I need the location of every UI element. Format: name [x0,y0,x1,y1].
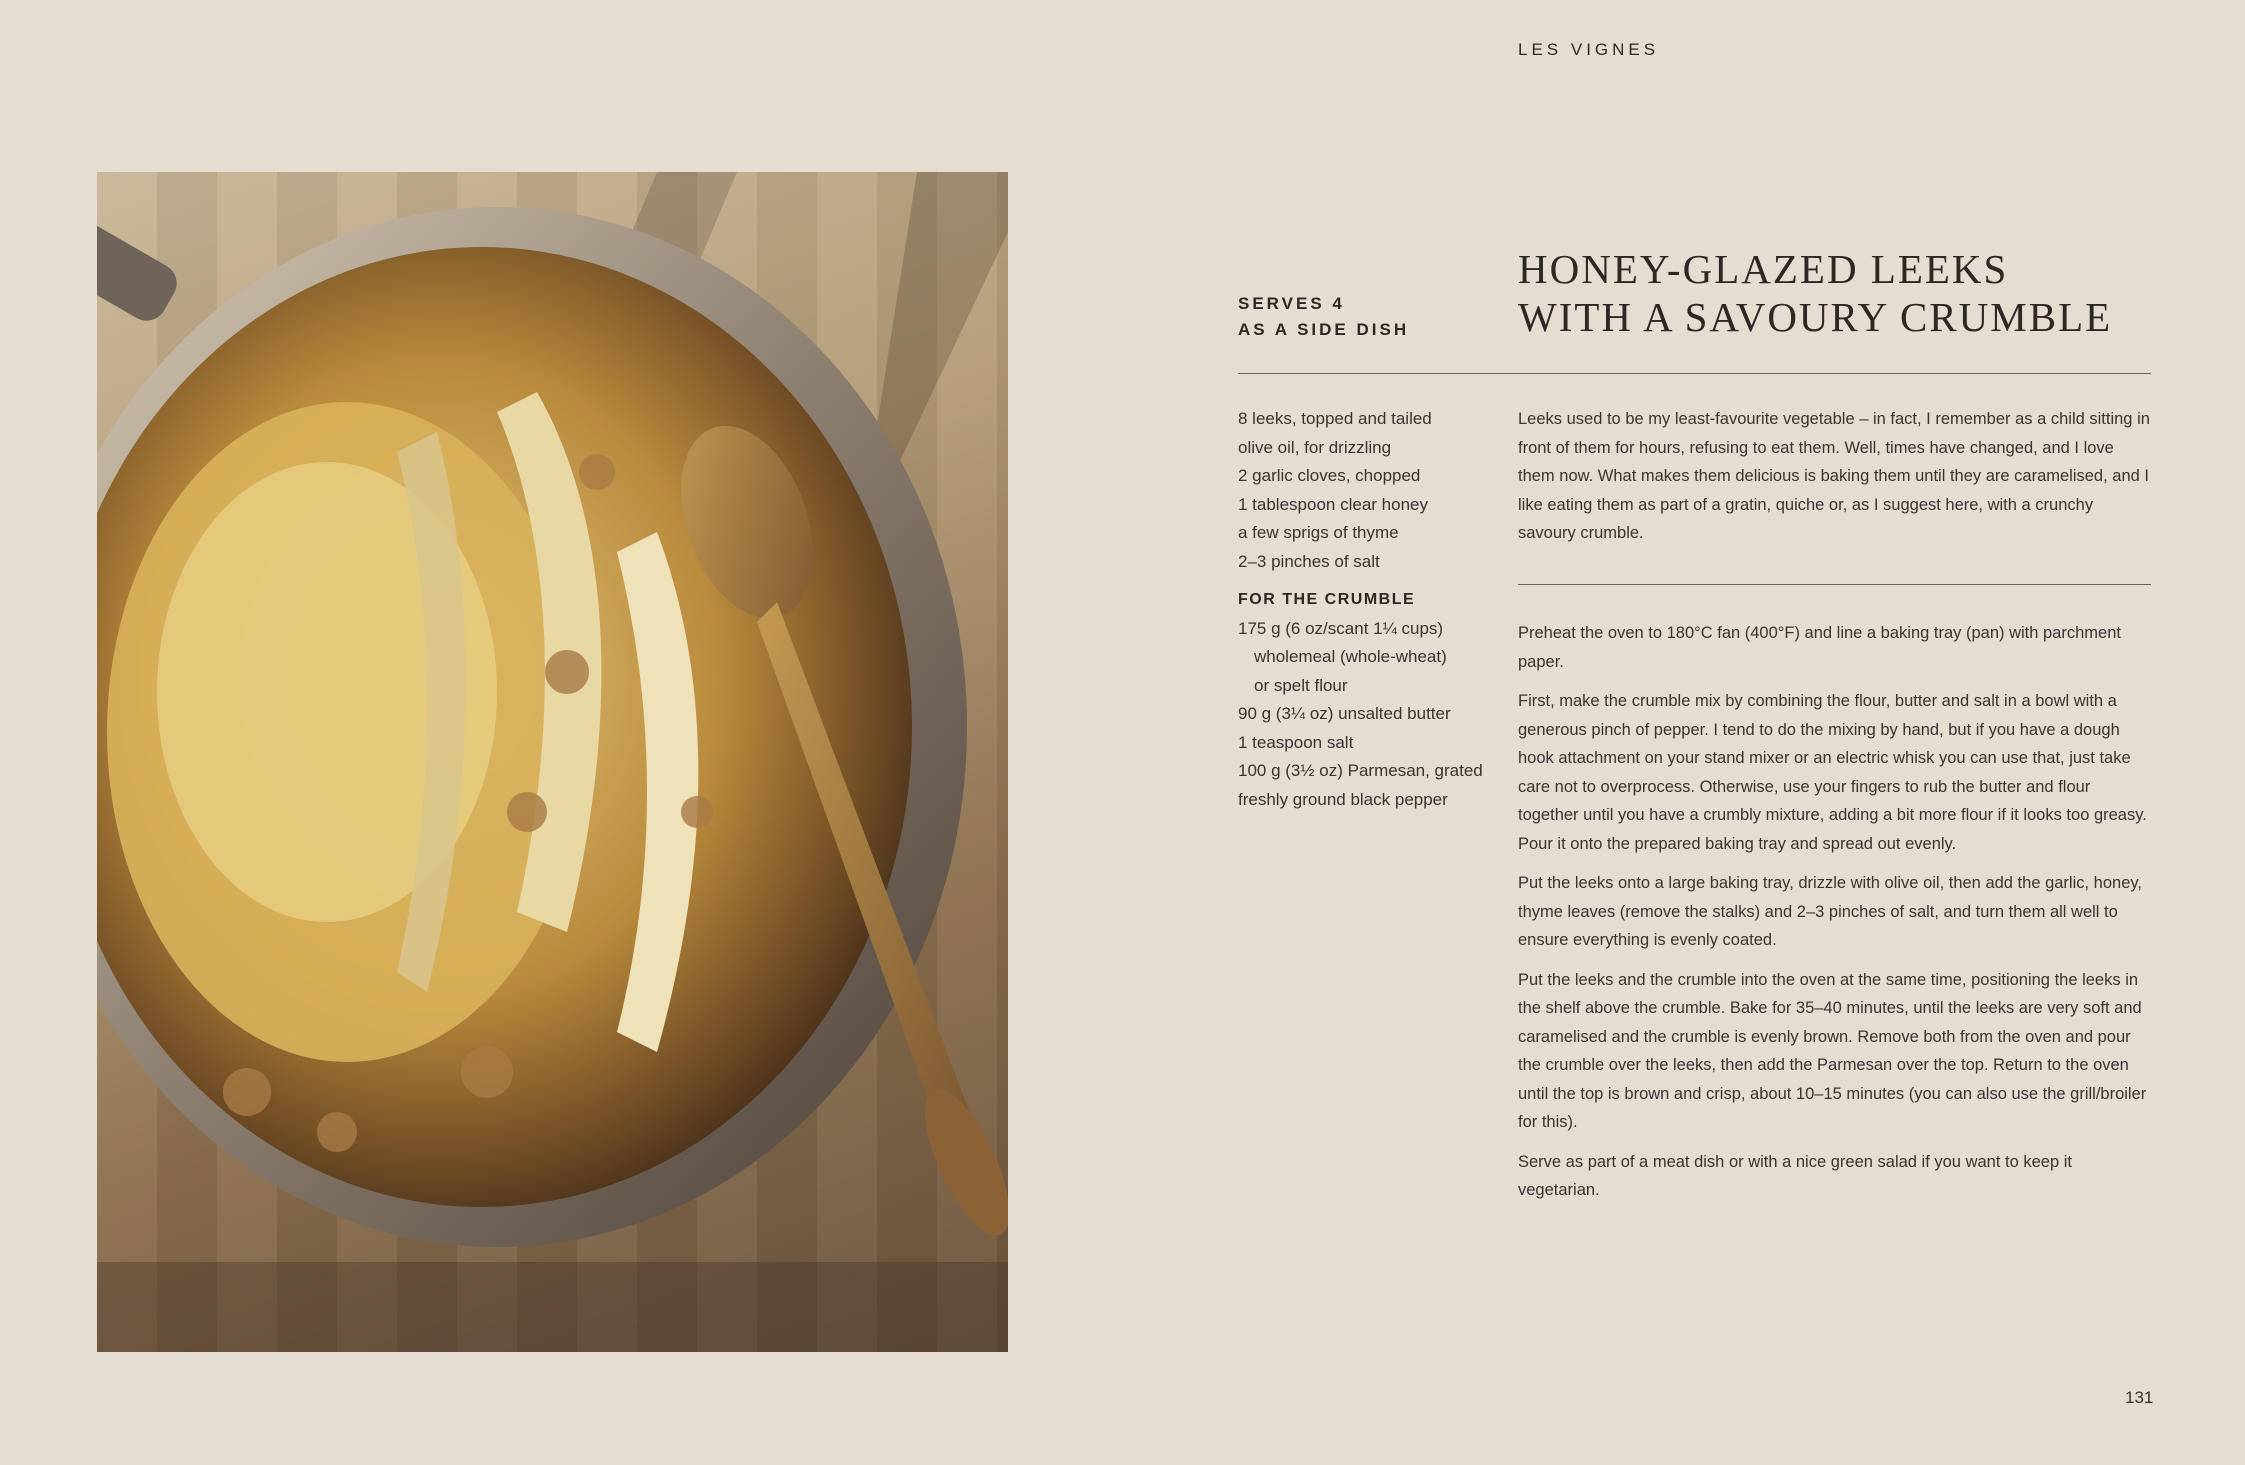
ingredient-item: 175 g (6 oz/scant 1¼ cups) [1238,618,1444,638]
title-divider [1238,373,2151,374]
recipe-method [1518,619,2151,1216]
ingredient-item: 1 tablespoon clear honey [1238,494,1428,514]
ingredient-item: olive oil, for drizzling [1238,437,1392,457]
ingredient-item: 90 g (3¼ oz) unsalted butter [1238,704,1451,723]
ingredient-item: wholemeal (whole-wheat) [1254,647,1447,666]
dish-photo [97,172,1008,1352]
ingredient-item: a few sprigs of thyme [1238,523,1399,542]
recipe-title-line-1: HONEY-GLAZED LEEKS [1518,246,2009,292]
recipe-title [1518,245,2112,341]
recipe-title-line-2: WITH A SAVOURY CRUMBLE [1518,294,2113,340]
method-step: Put the leeks and the crumble into the oven at the same time, positioning the leeks in the shelf above the crumble. Bake for 35–40 minutes, until the leeks are very soft and caramelised and the crumble is evenly brown. Remove both from the oven and pour the crumble over the leeks, then add the Parmesan over the top. Return to the oven until the top is brown and crisp, about 10–15 minutes (you can also use the grill/broiler for this). [1518,970,2147,1131]
ingredient-item: or spelt flour [1254,675,1348,695]
ingredient-item: 8 leeks, topped and tailed [1238,409,1432,428]
serves-info [1238,291,1409,343]
method-step: Put the leeks onto a large baking tray, drizzle with olive oil, then add the garlic, honey, thyme leaves (remove the stalks) and 2–3 pinches of salt, and turn them all well to ensure everything is evenly coated. [1518,874,2142,949]
ingredient-item: 100 g (3½ oz) Parmesan, grated [1238,761,1483,780]
method-step: Preheat the oven to 180°C fan (400°F) and line a baking tray (pan) with parchment paper. [1518,624,2121,671]
ingredient-item: 1 teaspoon salt [1238,732,1354,752]
intro-divider [1518,584,2151,585]
ingredient-item: freshly ground black pepper [1238,789,1448,809]
recipe-intro [1518,405,2151,559]
serves-count: SERVES 4 [1238,294,1345,313]
ingredient-item: 2–3 pinches of salt [1238,551,1380,571]
crumble-heading: FOR THE CRUMBLE [1238,591,1416,608]
method-step: First, make the crumble mix by combining the flour, butter and salt in a bowl with a generous pinch of pepper. I tend to do the mixing by hand, but if you have a dough hook attachment on your stand mixer or an electric whisk you can use that, just take care not to overprocess. Otherwise, use your fingers to rub the butter and flour together until you have a crumbly mixture, adding a bit more flour if it looks too greasy. Pour it onto the prepared baking tray and spread out evenly. [1518,692,2147,853]
page-number: 131 [2125,1388,2154,1407]
method-step: Serve as part of a meat dish or with a nice green salad if you want to keep it vegetarian. [1518,1152,2072,1199]
intro-paragraph: Leeks used to be my least-favourite vegetable – in fact, I remember as a child sitting in front of them for hours, refusing to eat them. Well, times have changed, and I love them now. What makes them delicious is baking them until they are caramelised, and I like eating them as part of a gratin, quiche or, as I suggest here, with a crunchy savoury crumble. [1518,410,2150,542]
running-head: LES VIGNES [1518,40,1660,59]
serves-note: AS A SIDE DISH [1238,320,1410,339]
dish-photo-illustration [97,172,1008,1352]
ingredient-item: 2 garlic cloves, chopped [1238,466,1421,485]
ingredients-list [1238,405,1498,814]
